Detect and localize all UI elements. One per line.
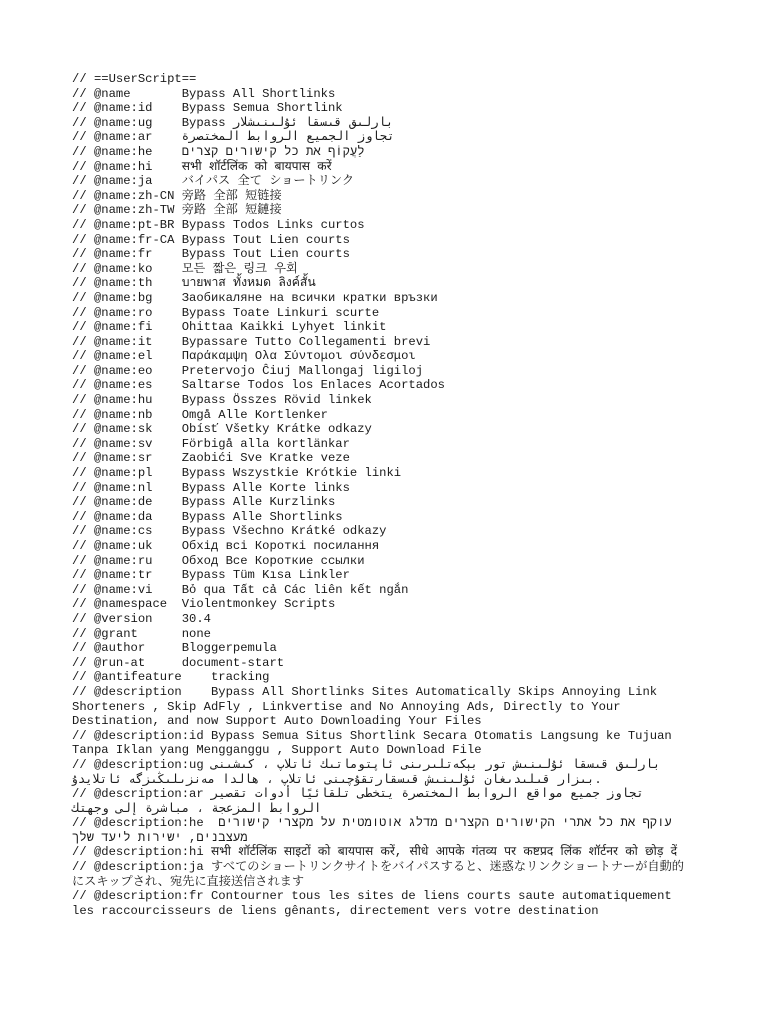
description-line: // @description:id Bypass Semua Situs Shortlink Secara Otomatis Langsung ke Tujuan Tanpa Iklan yang Mengganggu , Support Auto Download File <box>72 728 680 758</box>
code-line: // @name:id Bypass Semua Shortlink <box>72 101 343 116</box>
code-line: // @name:sv Förbigå alla kortlänkar <box>72 436 350 451</box>
code-line: // @name Bypass All Shortlinks <box>72 86 336 101</box>
code-line: // @name:zh-TW 旁路 全部 短鏈接 <box>72 203 282 218</box>
code-line: // ==UserScript== <box>72 72 197 86</box>
code-line: // @name:pl Bypass Wszystkie Krótkie linki <box>72 466 402 481</box>
code-line: // @name:tr Bypass Tüm Kısa Linkler <box>72 568 350 583</box>
code-line: // @name:sr Zaobići Sve Kratke veze <box>72 451 350 466</box>
description-line: // @description:ug بارلىق قىسقا ئۇلىنىش تور بېكەتلىرىنى ئاپتوماتىك ئاتلاپ ، كىشىنى بىزار قىلىدىغان ئۇلىنىش قىسقارتقۇچىنى ئاتلاپ ، ھالدا مەنزىلىڭىزگە ئاتلايدۇ. <box>72 757 668 787</box>
code-line: // @name:fi Ohittaa Kaikki Lyhyet linkit <box>72 320 387 335</box>
code-line: // @grant none <box>72 626 211 641</box>
description-line: // @description:ja すべてのショートリンクサイトをバイパスすると、迷惑なリンクショートナーが自動的にスキップされ、宛先に直接送信されます <box>72 860 684 889</box>
code-line: // @name:nb Omgå Alle Kortlenker <box>72 407 328 422</box>
code-line: // @name:ug Bypass بارلىق قىسقا ئۇلىنىشلار <box>72 115 394 130</box>
code-line: // @name:ro Bypass Toate Linkuri scurte <box>72 305 380 320</box>
code-line: // @name:it Bypassare Tutto Collegamenti brevi <box>72 334 431 349</box>
code-line: // @name:zh-CN 旁路 全部 短链接 <box>72 188 282 203</box>
code-line: // @name:he לַעֲקוֹף את כל קישורים קצרים <box>72 144 365 159</box>
code-line: // @run-at document-start <box>72 655 285 670</box>
code-line: // @name:bg Заобикаляне на всички кратки връзки <box>72 290 438 305</box>
code-line: // @name:vi Bỏ qua Tất cả Các liên kết ngắn <box>72 582 409 597</box>
code-line: // @name:es Saltarse Todos los Enlaces Acortados <box>72 378 445 393</box>
code-line: // @name:th บายพาส ทั้งหมด ลิงค์สั้น <box>72 276 316 291</box>
description-line: // @description:fr Contourner tous les sites de liens courts saute automatiquement les raccourcisseurs de liens gênants, directement vers votre destination <box>72 889 680 918</box>
code-line: // @name:hi सभी शॉर्टलिंक को बायपास करें <box>72 159 332 174</box>
code-line: // @name:ko 모든 짧은 링크 우회 <box>72 261 298 276</box>
code-line: // @version 30.4 <box>72 611 211 626</box>
code-line: // @antifeature tracking <box>72 670 270 685</box>
code-line: // @name:de Bypass Alle Kurzlinks <box>72 495 336 510</box>
description-line: // @description:hi सभी शॉर्टलिंक साइटों को बायपास करें, सीधे आपके गंतव्य पर कष्टप्रद लिंक शॉर्टनर को छोड़ दें <box>72 845 678 860</box>
code-line: // @name:cs Bypass Všechno Krátké odkazy <box>72 524 387 539</box>
code-line: // @name:el Παράκαμψη Ολα Σύντομοι σύνδεσμοι <box>72 349 416 364</box>
code-line: // @name:fr-CA Bypass Tout Lien courts <box>72 232 350 247</box>
code-line: // @name:ja バイパス 全て ショートリンク <box>72 174 355 189</box>
code-line: // @name:ru Обход Все Короткие ссылки <box>72 553 365 568</box>
code-line: // @name:fr Bypass Tout Lien courts <box>72 247 350 262</box>
code-line: // @name:ar تجاوز الجميع الروابط المختصرة <box>72 130 395 145</box>
code-line: // @name:pt-BR Bypass Todos Links curtos <box>72 217 365 232</box>
code-line: // @namespace Violentmonkey Scripts <box>72 597 336 612</box>
code-line: // @name:eo Pretervojo Ĉiuj Mallongaj ligiloj <box>72 363 424 378</box>
code-line: // @name:nl Bypass Alle Korte links <box>72 480 350 495</box>
description-line: // @description:he עוקף את כל אתרי הקישורים הקצרים מדלג אוטומטית על מקצרי קישורים מעצבנים, ישירות ליעד שלך <box>72 816 680 845</box>
code-line: // @name:hu Bypass Összes Rövid linkek <box>72 393 372 408</box>
code-line: // @name:uk Обхід всі Короткі посилання <box>72 539 380 553</box>
userscript-header-document <box>72 72 696 918</box>
code-line: // @author Bloggerpemula <box>72 641 277 656</box>
code-line: // @name:da Bypass Alle Shortlinks <box>72 509 343 524</box>
description-line: // @description:ar تجاوز جميع مواقع الروابط المختصرة يتخطى تلقائيًا أدوات تقصير الروابط المزعجة ، مباشرة إلى وجهتك <box>72 787 652 816</box>
description-line: // @description Bypass All Shortlinks Sites Automatically Skips Annoying Link Shorteners , Skip AdFly , Linkvertise and No Annoying Ads, Directly to Your Destination, and now Support Auto Downloading Your Files <box>72 684 665 729</box>
code-line: // @name:sk Obísť Všetky Krátke odkazy <box>72 422 372 437</box>
